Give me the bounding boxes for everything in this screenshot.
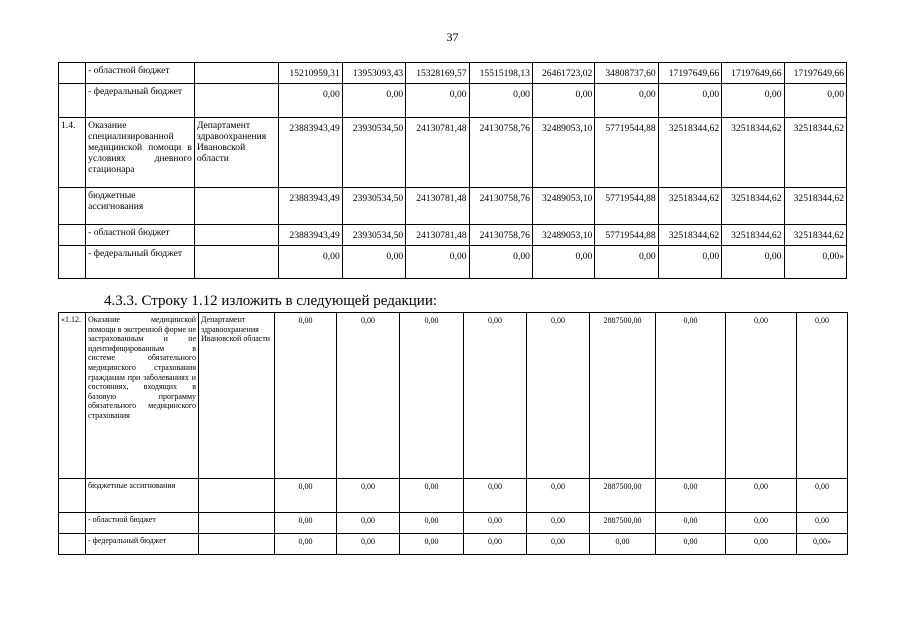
item-name-cell: Оказание медицинской помощи в экстренной форме не застрахованным и не идентифицированным в системе обязательного медицинского страхования гражданам при заболеваниях и состояниях, входящих в базовую программу обязательного медицинского страхования [86, 313, 199, 479]
amount-cell: 0,00 [797, 513, 848, 534]
amount-cell: 0,00 [337, 479, 400, 513]
amount-cell: 15515198,13 [469, 63, 532, 84]
amount-cell: 23930534,50 [342, 225, 405, 246]
amount-cell: 0,00 [726, 479, 797, 513]
amount-cell: 32518344,62 [784, 225, 846, 246]
amount-cell: 32518344,62 [658, 118, 721, 188]
amount-cell: 0,00 [722, 84, 784, 118]
item-name-cell: - областной бюджет [86, 225, 195, 246]
amount-cell: 0,00 [337, 313, 400, 479]
amount-cell: 23930534,50 [342, 188, 405, 225]
amount-cell: 32489053,10 [532, 118, 594, 188]
amount-cell: 0,00 [464, 479, 527, 513]
amount-cell: 24130758,76 [469, 188, 532, 225]
amount-cell: 23883943,49 [279, 118, 342, 188]
amount-cell: 0,00 [337, 513, 400, 534]
budget-table-2 [58, 312, 848, 555]
amount-cell: 32518344,62 [722, 118, 784, 188]
amount-cell: 0,00 [527, 534, 590, 555]
department-cell [194, 188, 279, 225]
amount-cell: 0,00 [275, 513, 337, 534]
amount-cell: 0,00 [342, 84, 405, 118]
amount-cell: 2887500,00 [590, 479, 656, 513]
item-name-cell: Оказание специализированной медицинской помощи в условиях дневного стационара [86, 118, 195, 188]
amount-cell: 0,00 [337, 534, 400, 555]
table-row [59, 246, 847, 279]
amount-cell: 0,00 [726, 313, 797, 479]
row-number-cell: 1.4. [59, 118, 86, 188]
amount-cell: 32489053,10 [532, 225, 594, 246]
amount-cell: 0,00 [595, 246, 658, 279]
amount-cell: 23883943,49 [279, 225, 342, 246]
item-name-cell: бюджетные ассигнования [86, 479, 199, 513]
amount-cell: 0,00 [658, 246, 721, 279]
budget-table-1 [58, 62, 847, 279]
amount-cell: 32518344,62 [784, 188, 846, 225]
amount-cell: 32518344,62 [658, 225, 721, 246]
department-cell [199, 534, 275, 555]
table-row [59, 63, 847, 84]
amount-cell: 0,00 [797, 479, 848, 513]
amount-cell: 0,00 [464, 534, 527, 555]
item-name-cell: - федеральный бюджет [86, 534, 199, 555]
row-number-cell [59, 188, 86, 225]
table-row [59, 188, 847, 225]
amount-cell: 32518344,62 [722, 225, 784, 246]
item-name-cell: - федеральный бюджет [86, 246, 195, 279]
amount-cell: 0,00 [464, 313, 527, 479]
amount-cell: 0,00 [726, 534, 797, 555]
department-cell [194, 63, 279, 84]
amount-cell: 0,00 [279, 84, 342, 118]
page-number: 37 [446, 30, 459, 44]
amount-cell: 0,00 [527, 513, 590, 534]
amount-cell: 23930534,50 [342, 118, 405, 188]
table-row [59, 118, 847, 188]
amount-cell: 0,00 [279, 246, 342, 279]
amount-cell: 13953093,43 [342, 63, 405, 84]
amount-cell: 0,00 [722, 246, 784, 279]
amount-cell: 0,00 [797, 313, 848, 479]
amount-cell: 0,00 [656, 479, 726, 513]
row-number-cell [59, 84, 86, 118]
amount-cell: 57719544,88 [595, 225, 658, 246]
amount-cell: 0,00 [275, 534, 337, 555]
amount-cell: 24130781,48 [406, 188, 469, 225]
amount-cell: 17197649,66 [722, 63, 784, 84]
amount-cell: 0,00 [527, 479, 590, 513]
amount-cell: 24130758,76 [469, 118, 532, 188]
amount-cell: 32518344,62 [784, 118, 846, 188]
amount-cell: 0,00» [797, 534, 848, 555]
department-cell [199, 479, 275, 513]
amount-cell: 32518344,62 [722, 188, 784, 225]
amount-cell: 0,00 [275, 313, 337, 479]
amount-cell: 0,00 [595, 84, 658, 118]
amount-cell: 17197649,66 [784, 63, 846, 84]
item-name-cell: - областной бюджет [86, 513, 199, 534]
department-cell [194, 84, 279, 118]
amount-cell: 24130781,48 [406, 225, 469, 246]
amount-cell: 24130758,76 [469, 225, 532, 246]
amount-cell: 0,00 [784, 84, 846, 118]
row-number-cell [59, 246, 86, 279]
amount-cell: 0,00 [342, 246, 405, 279]
amount-cell: 34808737,60 [595, 63, 658, 84]
section-heading: 4.3.3. Строку 1.12 изложить в следующей редакции: [104, 293, 438, 309]
amount-cell: 0,00 [726, 513, 797, 534]
row-number-cell [59, 225, 86, 246]
amount-cell: 24130781,48 [406, 118, 469, 188]
amount-cell: 0,00 [275, 479, 337, 513]
item-name-cell: бюджетные ассигнования [86, 188, 195, 225]
department-cell: Департамент здравоохранения Ивановской области [199, 313, 275, 479]
amount-cell: 2887500,00 [590, 513, 656, 534]
amount-cell: 0,00 [656, 513, 726, 534]
table-row [59, 84, 847, 118]
department-cell: Департамент здравоохранения Ивановской области [194, 118, 279, 188]
table-row [59, 513, 848, 534]
table-row [59, 479, 848, 513]
amount-cell: 0,00 [400, 479, 464, 513]
amount-cell: 0,00 [656, 313, 726, 479]
amount-cell: 0,00 [400, 534, 464, 555]
item-name-cell: - областной бюджет [86, 63, 195, 84]
amount-cell: 17197649,66 [658, 63, 721, 84]
amount-cell: 0,00 [400, 513, 464, 534]
amount-cell: 0,00» [784, 246, 846, 279]
table-row [59, 534, 848, 555]
amount-cell: 0,00 [406, 246, 469, 279]
row-number-cell [59, 513, 86, 534]
amount-cell: 0,00 [656, 534, 726, 555]
amount-cell: 0,00 [464, 513, 527, 534]
amount-cell: 0,00 [532, 84, 594, 118]
amount-cell: 15328169,57 [406, 63, 469, 84]
row-number-cell [59, 534, 86, 555]
row-number-cell [59, 479, 86, 513]
row-number-cell: «1.12. [59, 313, 86, 479]
amount-cell: 0,00 [400, 313, 464, 479]
amount-cell: 23883943,49 [279, 188, 342, 225]
item-name-cell: - федеральный бюджет [86, 84, 195, 118]
amount-cell: 0,00 [469, 84, 532, 118]
amount-cell: 26461723,02 [532, 63, 594, 84]
amount-cell: 32518344,62 [658, 188, 721, 225]
table-row [59, 313, 848, 479]
table-row [59, 225, 847, 246]
department-cell [194, 225, 279, 246]
amount-cell: 57719544,88 [595, 118, 658, 188]
amount-cell: 2887500,00 [590, 313, 656, 479]
amount-cell: 0,00 [469, 246, 532, 279]
amount-cell: 0,00 [590, 534, 656, 555]
amount-cell: 32489053,10 [532, 188, 594, 225]
amount-cell: 0,00 [406, 84, 469, 118]
amount-cell: 0,00 [658, 84, 721, 118]
department-cell [199, 513, 275, 534]
department-cell [194, 246, 279, 279]
amount-cell: 0,00 [527, 313, 590, 479]
amount-cell: 57719544,88 [595, 188, 658, 225]
amount-cell: 15210959,31 [279, 63, 342, 84]
row-number-cell [59, 63, 86, 84]
amount-cell: 0,00 [532, 246, 594, 279]
